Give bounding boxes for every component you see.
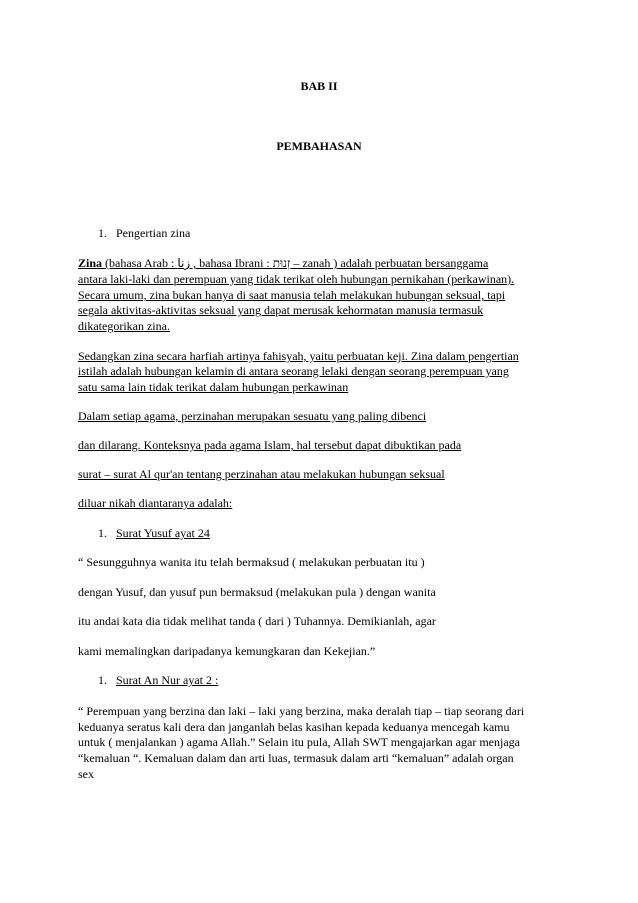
paragraph-text: (bahasa Arab : زنا , bahasa Ibrani : זְנוּת – zanah ) adalah perbuatan bersanggama: [102, 256, 489, 270]
paragraph-line: Sedangkan zina secara harfiah artinya fahisyah, yaitu perbuatan keji. Zina dalam pengertian: [78, 349, 519, 363]
quote-line: sex: [78, 767, 94, 781]
quote-line: keduanya seratus kali dera dan janganlah belas kasihan kepada keduanya mencegah kamu: [78, 720, 510, 734]
paragraph-line: dan dilarang. Konteksnya pada agama Islam, hal tersebut dapat dibuktikan pada: [78, 438, 462, 452]
chapter-heading: BAB II: [300, 79, 338, 93]
quote-line: untuk ( menjalankan ) agama Allah.” Selain itu pula, Allah SWT mengajarkan agar menjaga: [78, 735, 520, 749]
term-zina: Zina: [78, 256, 103, 270]
subheading-surat-yusuf: Surat Yusuf ayat 24: [116, 526, 210, 540]
quote-line: “kemaluan “. Kemaluan dalam dan arti luas, termasuk dalam arti “kemaluan” adalah organ: [78, 751, 514, 765]
list-number: 1.: [98, 526, 107, 540]
subheading-pengertian-zina: Pengertian zina: [116, 226, 191, 240]
paragraph-line: antara laki-laki dan perempuan yang tidak terikat oleh hubungan pernikahan (perkawinan).: [78, 272, 515, 286]
quote-line: dengan Yusuf, dan yusuf pun bermaksud (melakukan pula ) dengan wanita: [78, 585, 436, 599]
paragraph-line: satu sama lain tidak terikat dalam hubungan perkawinan: [78, 380, 349, 394]
list-number: 1.: [98, 673, 107, 687]
paragraph-line: Secara umum, zina bukan hanya di saat manusia telah melakukan hubungan seksual, tapi: [78, 288, 506, 302]
paragraph-line: dikategorikan zina.: [78, 319, 170, 333]
subheading-surat-an-nur: Surat An Nur ayat 2 :: [116, 673, 219, 687]
paragraph-line: istilah adalah hubungan kelamin di antara seorang lelaki dengan seorang perempuan yang: [78, 364, 509, 378]
quote-line: “ Sesungguhnya wanita itu telah bermaksud ( melakukan perbuatan itu ): [78, 555, 425, 569]
quote-line: itu andai kata dia tidak melihat tanda ( dari ) Tuhannya. Demikianlah, agar: [78, 614, 436, 628]
quote-line: “ Perempuan yang berzina dan laki – laki yang berzina, maka deralah tiap – tiap seorang dari: [78, 704, 525, 718]
list-number: 1.: [98, 226, 107, 240]
paragraph-line: diluar nikah diantaranya adalah:: [78, 496, 233, 510]
paragraph-line: [78, 256, 488, 271]
paragraph-line: segala aktivitas-aktivitas seksual yang dapat merusak kehormatan manusia termasuk: [78, 303, 484, 317]
paragraph-line: Dalam setiap agama, perzinahan merupakan sesuatu yang paling dibenci: [78, 409, 427, 423]
section-heading: PEMBAHASAN: [276, 139, 362, 153]
paragraph-line: surat – surat Al qur'an tentang perzinahan atau melakukan hubungan seksual: [78, 467, 445, 481]
quote-line: kami memalingkan daripadanya kemungkaran dan Kekejian.”: [78, 644, 376, 658]
